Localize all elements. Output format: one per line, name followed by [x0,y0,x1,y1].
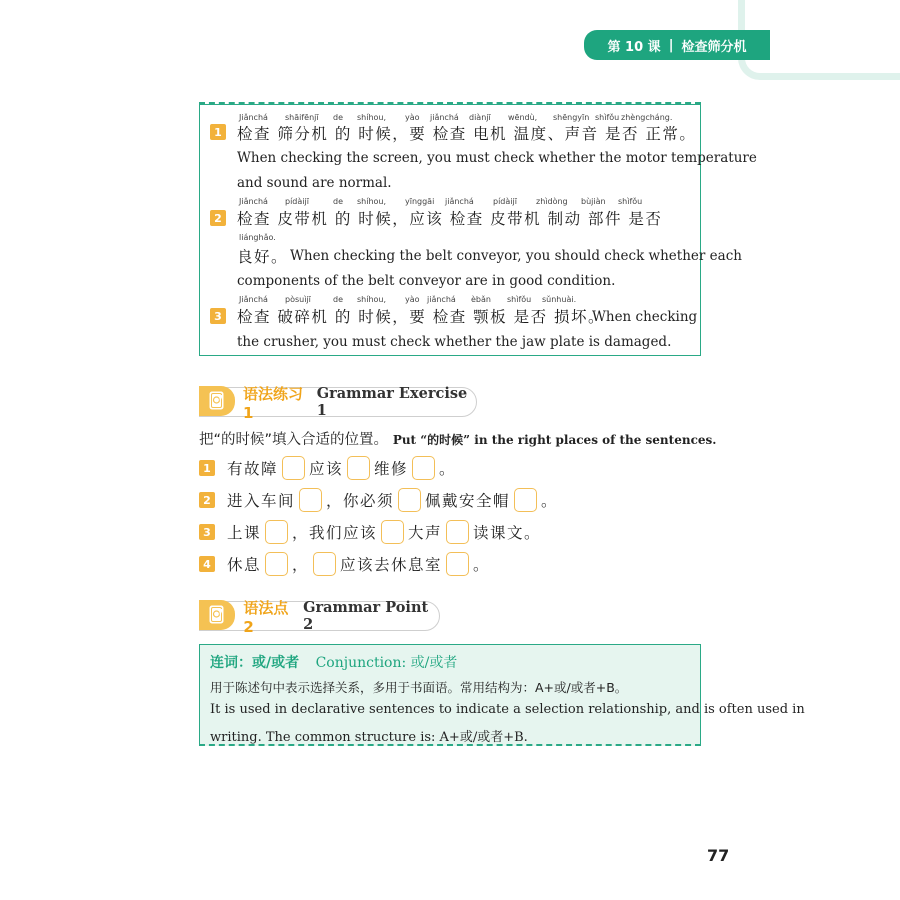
exercise-text: 有故障 [227,460,279,478]
section-title-en: Grammar Point 2 [303,599,429,633]
notebook-icon [199,600,236,630]
instruction-zh: 把“的时候”填入合适的位置。 [199,432,389,448]
instruction-en: Put “的时候” in the right places of the sentences. [392,433,717,447]
exercise-instruction [199,428,716,449]
lesson-label: 第 10 课 [607,39,661,55]
exercise-text: 应该 [309,460,344,478]
sentence-number: 1 [210,124,226,140]
answer-blank[interactable] [412,456,435,480]
sentence-translation: and sound are normal. [237,175,392,191]
sentence-chinese: 检查 皮带机 的 时候，应该 检查 皮带机 制动 部件 是否 [237,210,663,228]
grammar-point-header [199,598,440,636]
grammar-description-en: It is used in declarative sentences to indicate a selection relationship, and is often used in [210,702,805,717]
answer-blank[interactable] [265,552,288,576]
sentence-number: 2 [210,210,226,226]
exercise-text: 进入车间 [227,492,296,510]
exercise-item [199,455,456,481]
answer-blank[interactable] [398,488,421,512]
exercise-text: 。 [541,492,559,510]
section-title-zh: 语法点2 [243,598,289,636]
answer-blank[interactable] [514,488,537,512]
grammar-point-box [199,644,805,746]
lesson-header [584,30,770,60]
sentence-chinese: 检查 筛分机 的 时候，要 检查 电机 温度、声音 是否 正常。 [237,125,697,143]
answer-blank[interactable] [313,552,336,576]
sentence-number: 3 [210,308,226,324]
exercise-text: ，我们应该 [292,524,378,542]
exercise-text: 应该去休息室 [340,556,443,574]
grammar-description-zh: 用于陈述句中表示选择关系，多用于书面语。常用结构为：A+或/或者+B。 [210,680,628,695]
answer-blank[interactable] [265,520,288,544]
answer-blank[interactable] [381,520,404,544]
exercise-number: 3 [199,524,215,540]
exercise-item [199,551,490,577]
sentence-chinese: 检查 破碎机 的 时候，要 检查 颚板 是否 损坏。 [237,308,605,326]
exercise-text: 维修 [374,460,409,478]
lesson-title: 检查筛分机 [681,39,747,55]
answer-blank[interactable] [446,552,469,576]
exercise-text: 上课 [227,524,262,542]
sentence-translation: the crusher, you must check whether the jaw plate is damaged. [237,334,672,350]
exercise-text: 读课文。 [473,524,542,542]
answer-blank[interactable] [446,520,469,544]
example-sentences-box: Jiǎnchá shāifēnjī de shíhou, yào jiǎnchá diànjī wēndù, shēngyīn shìfǒu zhèngcháng. 1 检查 筛分机 的 时候，要 检查 电机 温度、声音 是否 正常。 When checking the screen, you must check whether the motor temperature and sound are normal. Jiǎnchá pídàijī de shíhou, yīnggāi jiǎnchá pídàijī zhìdòng bùjiàn shìfǒu 2 检查 皮带机 的 时候，应该 检查 皮带机 制动 部件 是否 liánghǎo. 良好。 When checking the belt conveyor, you should check whether each components of the belt conveyor are in good condition. Jiǎnchá pòsuìjī de shíhou, yào jiǎnchá èbǎn shìfǒu sǔnhuài. 3 检查 破碎机 的 时候，要 检查 颚板 是否 损坏。 When checking the crusher, you must check whether the jaw plate is damaged. [199,104,701,356]
notebook-icon [199,386,236,416]
sentence-translation: When checking the belt conveyor, you should check whether each [290,248,742,264]
sentence-translation: When checking the screen, you must check whether the motor temperature [237,150,757,166]
section-title-en: Grammar Exercise 1 [316,385,468,419]
sentence-chinese: 良好。 [237,248,289,266]
exercise-item [199,519,541,545]
heading-zh: 连词：或/或者 [210,655,300,671]
answer-blank[interactable] [347,456,370,480]
grammar-exercise-header [199,384,477,422]
page-number: 77 [707,846,730,865]
exercise-number: 2 [199,492,215,508]
exercise-text: 大声 [408,524,443,542]
answer-blank[interactable] [299,488,322,512]
exercise-text: 。 [473,556,491,574]
exercise-text: 佩戴安全帽 [425,492,511,510]
grammar-point-heading [210,652,457,672]
sentence-translation: components of the belt conveyor are in good condition. [237,273,616,289]
exercise-number: 1 [199,460,215,476]
exercise-text: 休息 [227,556,262,574]
answer-blank[interactable] [282,456,305,480]
sentence-translation: When checking [592,309,698,325]
exercise-text: ，你必须 [326,492,395,510]
exercise-number: 4 [199,556,215,572]
section-title-zh: 语法练习1 [243,384,304,422]
exercise-text: ， [292,556,310,574]
exercise-item [199,487,558,513]
exercise-text: 。 [439,460,457,478]
heading-en: Conjunction: 或/或者 [315,655,458,671]
lesson-separator: | [668,37,674,53]
grammar-description-en: writing. The common structure is: A+或/或者+B. [210,730,528,745]
